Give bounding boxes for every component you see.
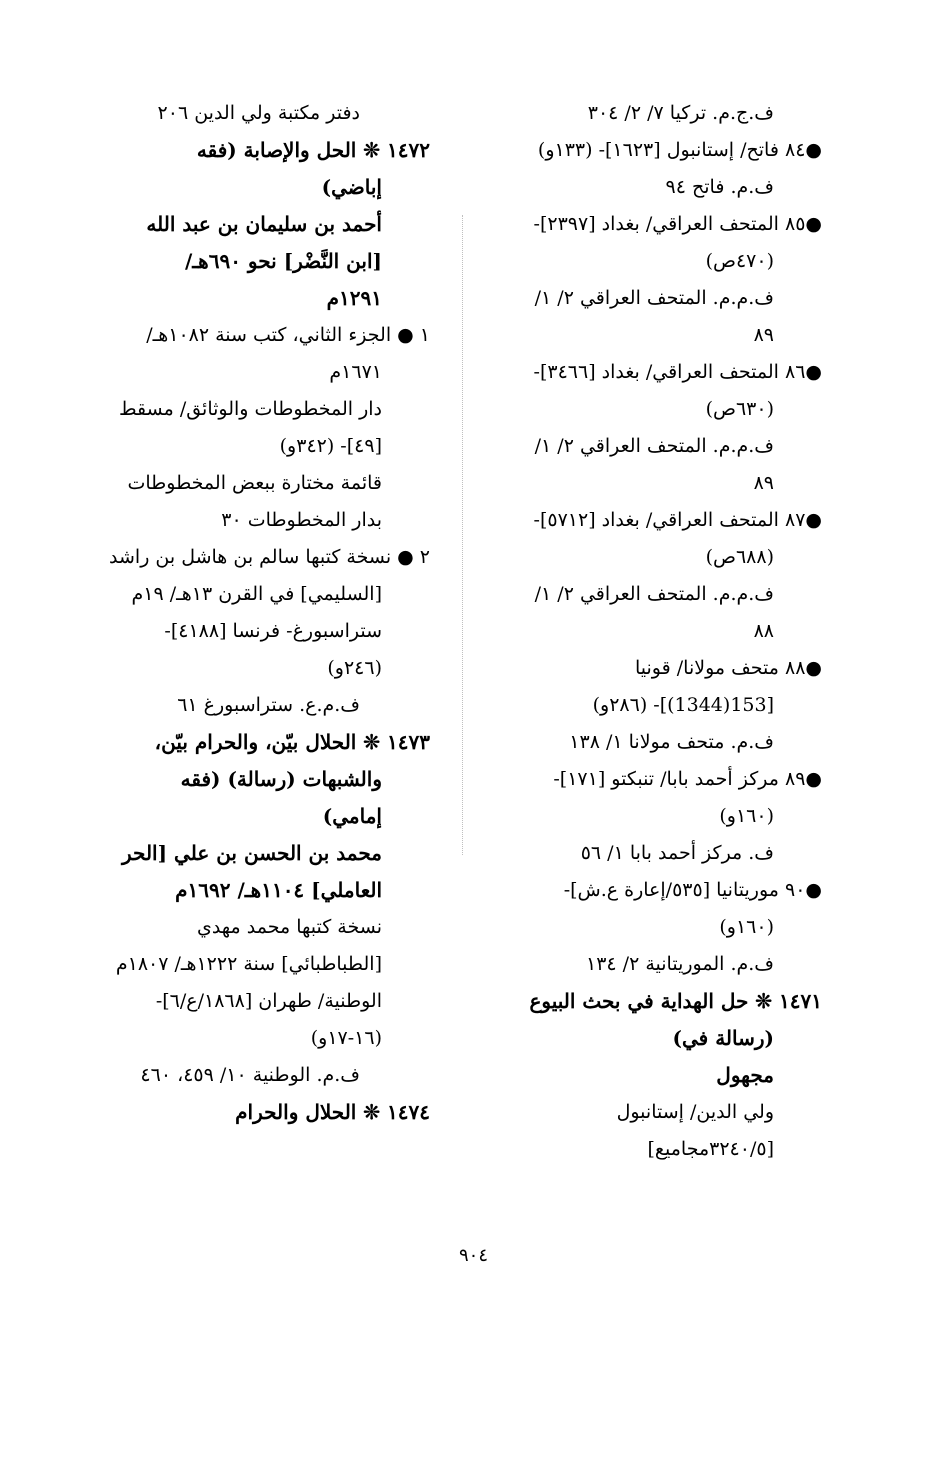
- left-column-line: أحمد بن سليمان بن عبد الله: [146, 212, 382, 236]
- left-column-line: ١٤٧٤ ❊ الحلال والحرام: [235, 1100, 430, 1124]
- right-column-line: (١٦٠و): [719, 805, 774, 827]
- right-column-line: ●٨٩ مركز أحمد بابا/ تنبكتو [١٧١]-: [553, 768, 822, 790]
- left-column-line: [٤٩]- (٣٤٢و): [279, 435, 382, 457]
- left-column-line: ستراسبورغ- فرنسا [٤١٨٨]-: [164, 620, 382, 642]
- right-column-line: (رسالة في): [672, 1026, 774, 1050]
- left-column-line: إباضي): [321, 175, 382, 199]
- right-column-line: [153(1344)]- (٢٨٦و): [592, 694, 774, 716]
- right-column-line: ●٨٥ المتحف العراقي/ بغداد [٢٣٩٧]-: [533, 213, 822, 235]
- left-column-line: نسخة كتبها محمد مهدي: [196, 916, 382, 938]
- right-column-line: (٤٧٠ص): [705, 250, 774, 272]
- left-column: [100, 95, 430, 1131]
- right-column-line: ف.م.م. المتحف العراقي ٢/ ١/: [534, 435, 774, 457]
- left-column-line: إمامي): [322, 804, 382, 828]
- page-number: ٩٠٤: [458, 1245, 488, 1266]
- right-column-line: ٨٨: [753, 620, 774, 642]
- left-column-line: العاملي] ١١٠٤هـ/ ١٦٩٢م: [175, 878, 382, 902]
- left-column-line: ١٤٧٢ ❊ الحل والإصابة (فقه: [196, 138, 430, 162]
- right-column-line: ف.م.م. المتحف العراقي ٢/ ١/: [534, 583, 774, 605]
- right-column-line: ف. مركز أحمد بابا ١/ ٥٦: [580, 842, 774, 864]
- right-column-line: ●٨٦ المتحف العراقي/ بغداد [٣٤٦٦]-: [533, 361, 822, 383]
- right-column-line: ●٨٧ المتحف العراقي/ بغداد [٥٧١٢]-: [533, 509, 822, 531]
- left-column-line: بدار المخطوطات ٣٠: [221, 509, 382, 531]
- right-column-line: مجهول: [716, 1063, 774, 1087]
- left-column-line: والشبهات (رسالة) (فقه: [180, 767, 382, 791]
- column-divider: [462, 215, 463, 855]
- right-column-line: ●٨٤ فاتح/ إستانبول [١٦٢٣]- (١٣٣و): [537, 139, 822, 161]
- left-column-line: (٢٤٦و): [327, 657, 382, 679]
- right-column-line: (٦٨٨ص): [705, 546, 774, 568]
- left-column-line: ٢ ● نسخة كتبها سالم بن هاشل بن راشد: [109, 546, 430, 568]
- right-column-line: ●٨٨ متحف مولانا/ قونيا: [635, 657, 822, 679]
- right-column-line: (٦٣٠ص): [705, 398, 774, 420]
- left-column-line: قائمة مختارة ببعض المخطوطات: [127, 472, 382, 494]
- right-column-line: ف.م. متحف مولانا ١/ ١٣٨: [569, 731, 774, 753]
- left-column-line: ف.م.ع. ستراسبورغ ٦١: [177, 694, 360, 716]
- right-column-line: ف.ج.م. تركيا ٧/ ٢/ ٣٠٤: [587, 102, 774, 124]
- left-column-line: ١٢٩١م: [326, 286, 382, 310]
- left-column-line: ١٦٧١م: [329, 361, 382, 383]
- right-column-line: ٨٩: [753, 472, 774, 494]
- right-column-line: ف.م. فاتح ٩٤: [665, 176, 774, 198]
- left-column-line: (١٦-١٧و): [310, 1027, 382, 1049]
- left-column-line: [الطباطبائي] سنة ١٢٢٢هـ/ ١٨٠٧م: [115, 953, 382, 975]
- right-column-line: [٣٢٤٠/٥مجاميع]: [647, 1138, 774, 1160]
- left-column-line: ف.م. الوطنية ١٠/ ٤٥٩، ٤٦٠: [140, 1064, 360, 1086]
- right-column-line: ولي الدين/ إستانبول: [616, 1101, 774, 1123]
- right-column-line: ف.م. الموريتانية ٢/ ١٣٤: [586, 953, 774, 975]
- right-column-line: (١٦٠و): [719, 916, 774, 938]
- right-column-line: ٨٩: [753, 324, 774, 346]
- right-column: [487, 95, 822, 1168]
- right-column-line: ●٩٠ موريتانيا [٥٣٥/إعارة ع.ش]-: [563, 879, 822, 901]
- right-column-line: ١٤٧١ ❊ حل الهداية في بحث البيوع: [529, 989, 822, 1013]
- left-column-line: دفتر مكتبة ولي الدين ٢٠٦: [157, 102, 360, 124]
- left-column-line: ١٤٧٣ ❊ الحلال بيّن، والحرام بيّن،: [154, 730, 430, 754]
- right-column-line: ف.م.م. المتحف العراقي ٢/ ١/: [534, 287, 774, 309]
- left-column-line: محمد بن الحسن بن علي [الحر: [122, 841, 382, 865]
- left-column-line: ١ ● الجزء الثاني، كتب سنة ١٠٨٢هـ/: [146, 324, 430, 346]
- left-column-line: [السليمي] في القرن ١٣هـ/ ١٩م: [131, 583, 382, 605]
- left-column-line: دار المخطوطات والوثائق/ مسقط: [119, 398, 382, 420]
- left-column-line: الوطنية/ طهران [١٨٦٨/ع/٦]-: [155, 990, 382, 1012]
- left-column-line: [ابن النَّضْر] نحو ٦٩٠هـ/: [185, 249, 382, 273]
